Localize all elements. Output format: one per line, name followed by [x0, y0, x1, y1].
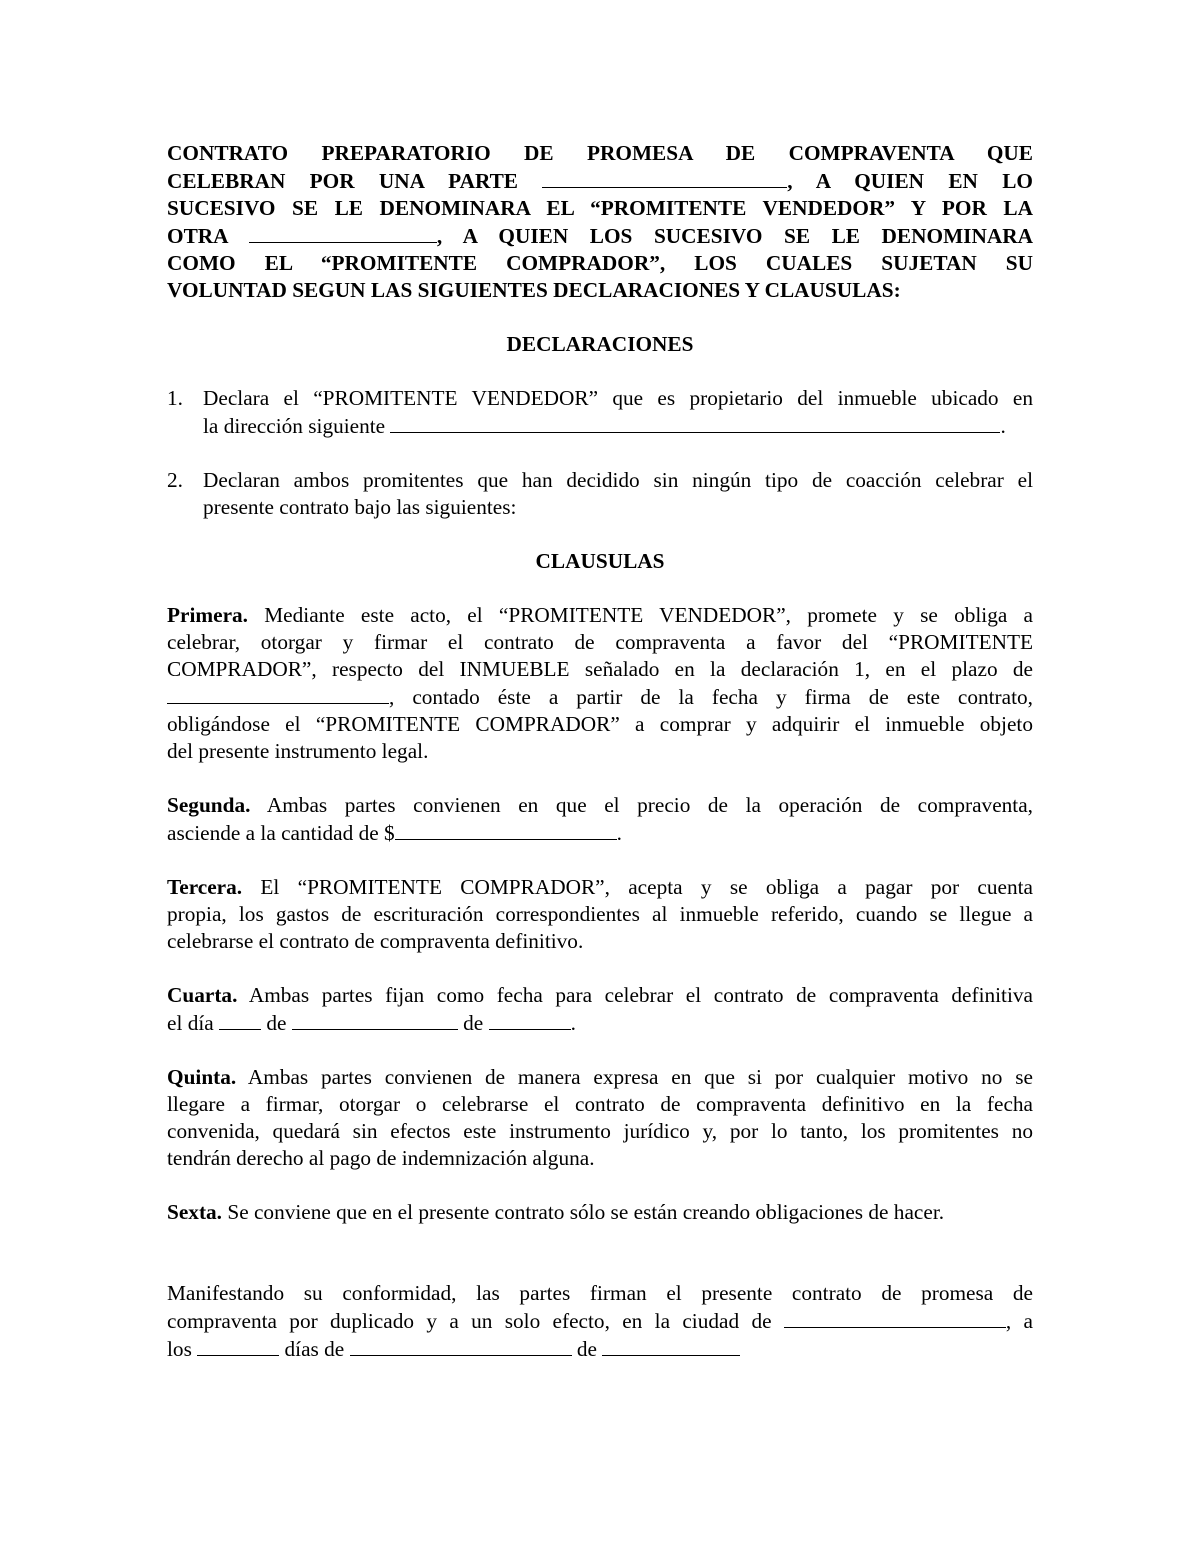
declaracion-2: [167, 467, 1033, 521]
clausula-label: Sexta.: [167, 1200, 223, 1224]
clausula-quinta: [167, 1064, 1033, 1172]
clausula-label: Quinta.: [167, 1065, 237, 1089]
clausulas-heading: CLAUSULAS: [535, 549, 665, 573]
clausula-line: celebrar, otorgar y firmar el contrato de compraventa a favor del “PROMITENTE: [167, 630, 1033, 654]
clausula-label: Cuarta.: [167, 983, 238, 1007]
closing-paragraph: [167, 1280, 1033, 1363]
declaracion-text: presente contrato bajo las siguientes:: [203, 495, 517, 519]
title-text: OTRA: [167, 224, 228, 248]
clausula-line: [167, 1199, 1033, 1226]
comprador-name-blank: [249, 222, 437, 243]
clausula-text: Se conviene que en el presente contrato sólo se están creando obligaciones de hacer.: [227, 1200, 945, 1224]
declaracion-text: [203, 412, 1033, 440]
closing-text: de: [576, 1337, 598, 1361]
clausula-tercera: [167, 874, 1033, 955]
clausula-cuarta: [167, 982, 1033, 1037]
clausula-line: [167, 602, 1033, 629]
clausula-line: COMPRADOR”, respecto del INMUEBLE señalado en la declaración 1, en el plazo de: [167, 657, 1033, 681]
month-blank: [292, 1009, 458, 1030]
clausula-text: Mediante este acto, el “PROMITENTE VENDEDOR”, promete y se obliga a: [264, 603, 1034, 627]
closing-text: compraventa por duplicado y a un solo efecto, en la ciudad de: [167, 1309, 772, 1333]
clausula-text: de: [463, 1011, 484, 1035]
clausula-text: El “PROMITENTE COMPRADOR”, acepta y se obliga a pagar por cuenta: [260, 875, 1033, 899]
declaracion-1: [167, 385, 1033, 440]
clausula-text: el día: [167, 1011, 214, 1035]
year-blank: [489, 1009, 571, 1030]
title-line-3: SUCESIVO SE LE DENOMINARA EL “PROMITENTE VENDEDOR” Y POR LA: [167, 196, 1033, 220]
clausula-line: del presente instrumento legal.: [167, 739, 429, 763]
closing-text: días de: [284, 1337, 345, 1361]
clausula-label: Segunda.: [167, 793, 251, 817]
clausula-sexta: [167, 1199, 1033, 1226]
days-blank: [197, 1335, 279, 1356]
document-body: [167, 140, 1033, 1363]
month-signing-blank: [350, 1335, 572, 1356]
clausula-text: .: [616, 821, 622, 845]
title-line-5: COMO EL “PROMITENTE COMPRADOR”, LOS CUALES SUJETAN SU: [167, 251, 1033, 275]
title-line-4: [167, 222, 1033, 250]
declaracion-number: 2.: [167, 468, 183, 492]
plazo-blank: [167, 683, 389, 704]
clausula-line: [167, 1064, 1033, 1091]
closing-text: , a: [1005, 1309, 1033, 1333]
closing-line: [167, 1307, 1033, 1335]
clausula-line: [167, 683, 1033, 711]
clausula-line: [167, 982, 1033, 1009]
clausula-text: , contado éste a partir de la fecha y firma de este contrato,: [389, 685, 1033, 709]
title-text: , A QUIEN LOS SUCESIVO SE LE DENOMINARA: [436, 224, 1033, 248]
closing-line: Manifestando su conformidad, las partes firman el presente contrato de promesa de: [167, 1281, 1033, 1305]
clausula-text: Ambas partes convienen en que el precio de la operación de compraventa,: [266, 793, 1033, 817]
clausula-line: convenida, quedará sin efectos este instrumento jurídico y, por lo tanto, los promitentes no: [167, 1119, 1033, 1143]
declaracion-text: Declara el “PROMITENTE VENDEDOR” que es propietario del inmueble ubicado en: [203, 386, 1033, 410]
clausula-line: obligándose el “PROMITENTE COMPRADOR” a comprar y adquirir el inmueble objeto: [167, 712, 1033, 736]
clausula-line: propia, los gastos de escrituración correspondientes al inmueble referido, cuando se llegue a: [167, 902, 1033, 926]
clausula-line: [167, 819, 1033, 847]
clausula-text: de: [266, 1011, 287, 1035]
clausula-text: .: [570, 1011, 576, 1035]
title-line-1: CONTRATO PREPARATORIO DE PROMESA DE COMPRAVENTA QUE: [167, 141, 1033, 165]
clausula-text: Ambas partes fijan como fecha para celebrar el contrato de compraventa definitiva: [248, 983, 1033, 1007]
clausula-line: celebrarse el contrato de compraventa definitivo.: [167, 929, 584, 953]
title-text: , A QUIEN EN LO: [787, 169, 1033, 193]
price-blank: [395, 819, 617, 840]
declaraciones-heading: DECLARACIONES: [506, 332, 694, 356]
clausula-primera: [167, 602, 1033, 765]
address-blank: [390, 412, 1000, 433]
clausula-label: Primera.: [167, 603, 248, 627]
clausula-line: [167, 1009, 1033, 1037]
declaracion-text: Declaran ambos promitentes que han decidido sin ningún tipo de coacción celebrar el: [203, 468, 1033, 492]
clausula-text: Ambas partes convienen de manera expresa en que si por cualquier motivo no se: [247, 1065, 1033, 1089]
clausula-line: [167, 792, 1033, 819]
clausula-line: llegare a firmar, otorgar o celebrarse el contrato de compraventa definitivo en la fecha: [167, 1092, 1033, 1116]
vendedor-name-blank: [542, 167, 787, 188]
closing-text: los: [167, 1337, 192, 1361]
day-blank: [219, 1009, 261, 1030]
city-blank: [784, 1307, 1006, 1328]
year-signing-blank: [602, 1335, 740, 1356]
contract-title: [167, 140, 1033, 304]
clausula-text: asciende a la cantidad de $: [167, 821, 395, 845]
closing-line: [167, 1335, 1033, 1363]
declaracion-number: 1.: [167, 386, 183, 410]
declaracion-text-fragment: .: [1000, 414, 1006, 438]
title-line-6: VOLUNTAD SEGUN LAS SIGUIENTES DECLARACIONES Y CLAUSULAS:: [167, 278, 901, 302]
clausula-line: [167, 874, 1033, 901]
clausula-line: tendrán derecho al pago de indemnización alguna.: [167, 1146, 595, 1170]
title-text: CELEBRAN POR UNA PARTE: [167, 169, 518, 193]
title-line-2: [167, 167, 1033, 195]
clausula-segunda: [167, 792, 1033, 847]
declaracion-text-fragment: la dirección siguiente: [203, 414, 386, 438]
clausula-label: Tercera.: [167, 875, 243, 899]
